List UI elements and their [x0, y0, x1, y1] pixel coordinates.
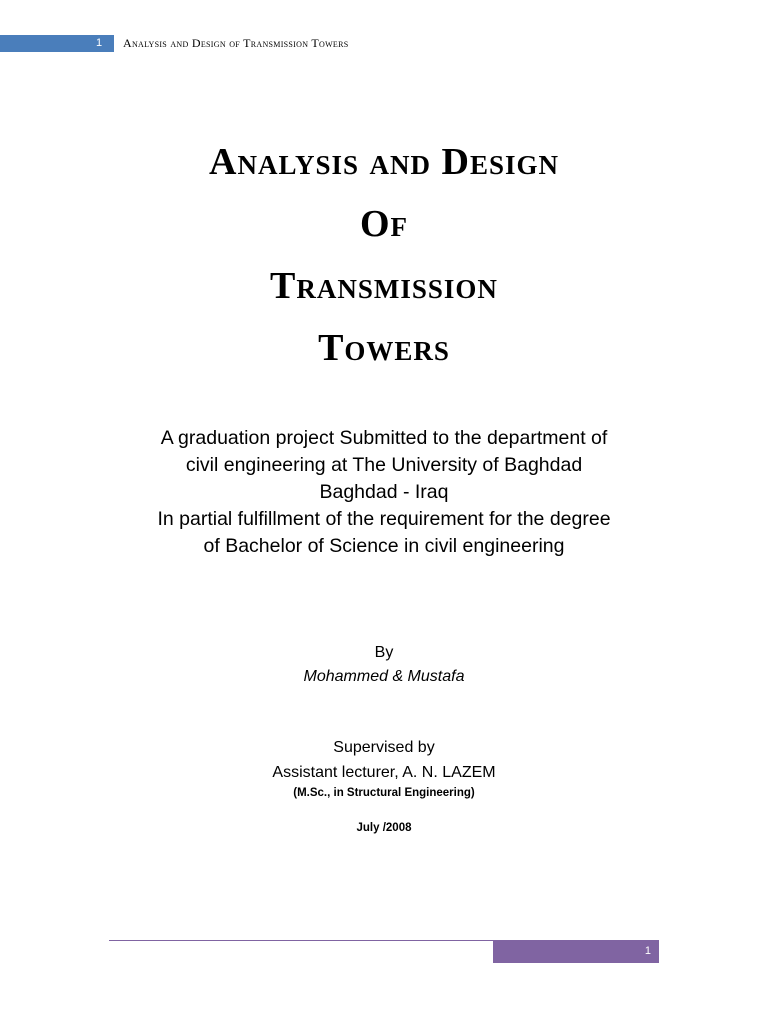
supervisor-name: Assistant lecturer, A. N. LAZEM: [272, 764, 496, 781]
author-names: Mohammed & Mustafa: [303, 668, 465, 685]
running-header-title: Analysis and Design of Transmission Towers: [123, 36, 349, 50]
title-line-2: Of: [359, 203, 409, 245]
subtitle-line-1: A graduation project Submitted to the department of: [160, 427, 608, 449]
subtitle-line-5: of Bachelor of Science in civil engineering: [203, 535, 565, 557]
header-page-number: 1: [96, 37, 103, 49]
supervisor-degree: (M.Sc., in Structural Engineering): [293, 787, 475, 799]
title-line-3: Transmission: [270, 265, 498, 307]
footer-page-number: 1: [644, 945, 651, 957]
submission-date: July /2008: [356, 822, 412, 834]
subtitle-line-4: In partial fulfillment of the requirement for the degree: [157, 508, 611, 530]
subtitle-line-2: civil engineering at The University of Baghdad: [185, 454, 583, 476]
subtitle-line-3: Baghdad - Iraq: [319, 481, 449, 503]
title-line-4: Towers: [318, 327, 450, 369]
supervised-by-label: Supervised by: [333, 739, 435, 756]
by-label: By: [374, 644, 394, 661]
title-line-1: Analysis and Design: [209, 141, 559, 183]
